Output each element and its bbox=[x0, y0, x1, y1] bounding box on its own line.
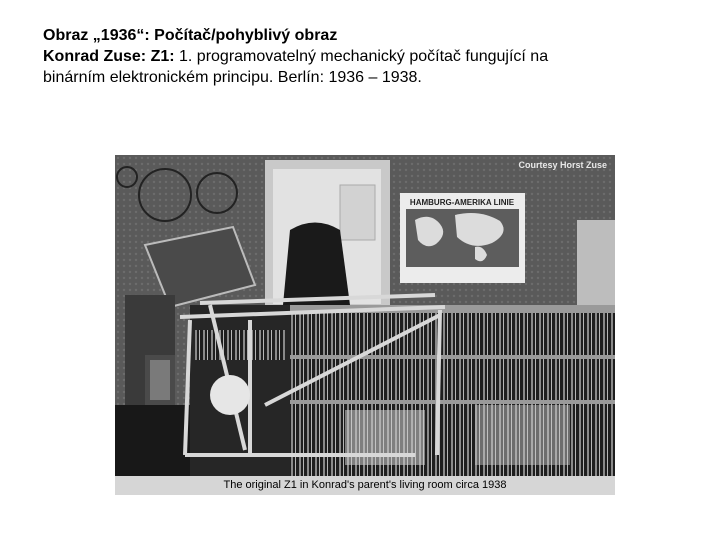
photo-credit: Courtesy Horst Zuse bbox=[518, 160, 607, 170]
z1-photo bbox=[115, 155, 615, 495]
description-text-1: 1. programovatelný mechanický počítač fungující na bbox=[174, 48, 549, 65]
map-title: HAMBURG-AMERIKA LINIE bbox=[409, 198, 515, 207]
photo-caption: The original Z1 in Konrad's parent's living room circa 1938 bbox=[115, 476, 615, 495]
description-line-2: binárním elektronickém principu. Berlín: 1936 – 1938. bbox=[43, 69, 422, 86]
slide-title: Obraz „1936“: Počítač/pohyblivý obraz bbox=[43, 27, 338, 44]
subject-label: Konrad Zuse: Z1: bbox=[43, 48, 175, 65]
cabinet bbox=[577, 220, 615, 310]
coat bbox=[283, 223, 350, 306]
slide-text bbox=[43, 25, 683, 88]
description-line-1 bbox=[43, 46, 683, 67]
photo-illustration bbox=[115, 155, 615, 476]
drum bbox=[210, 375, 250, 415]
